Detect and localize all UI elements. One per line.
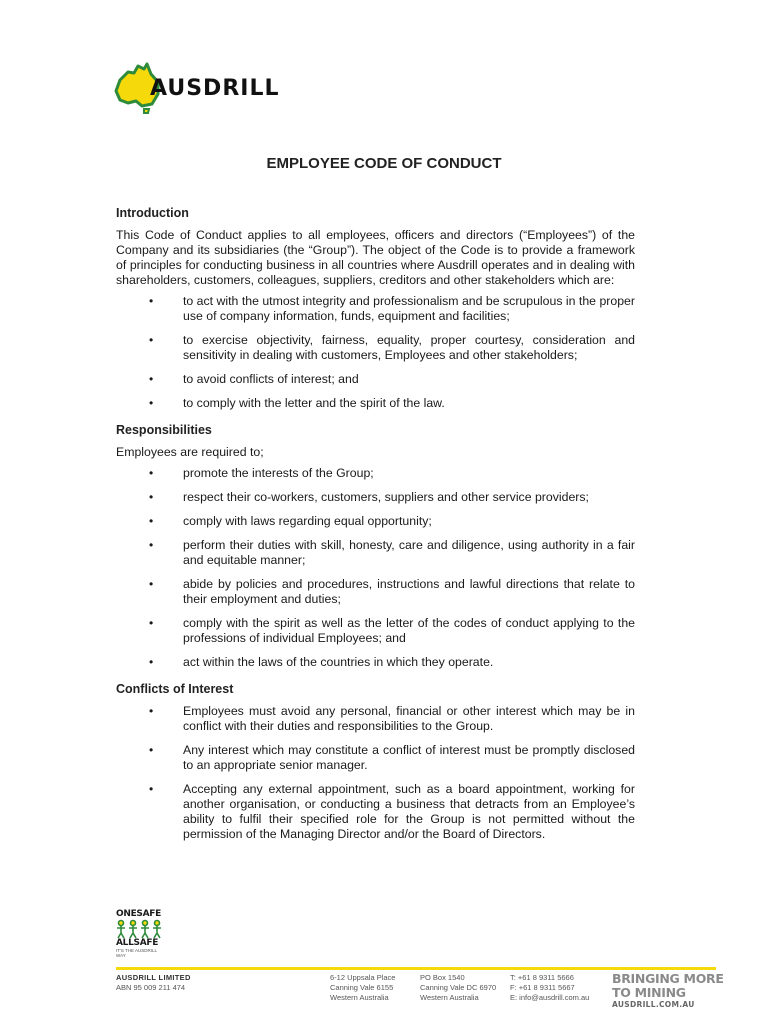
section-heading: Conflicts of Interest: [116, 682, 234, 696]
list-item: • to act with the utmost integrity and professionalism and be scrupulous in the proper use of company information, funds, equipment and facilities;: [116, 294, 635, 324]
list-item: • to avoid conflicts of interest; and: [116, 372, 635, 387]
list-item: • perform their duties with skill, honesty, care and diligence, using authority in a fair and equitable manner;: [116, 538, 635, 568]
list-item: • Accepting any external appointment, such as a board appointment, working for another organisation, or conducting a business that detracts from an Employee’s ability to fulfil their specified role for the Group is not permitted without the permission of the Managing Director and/or the Board of Directors.: [116, 782, 635, 842]
document-title: EMPLOYEE CODE OF CONDUCT: [266, 155, 502, 172]
conflicts-section: [116, 682, 635, 842]
tagline-line1: BRINGING MORE: [612, 971, 724, 986]
safety-logo-line2: ALLSAFE: [116, 938, 159, 948]
list-item: • promote the interests of the Group;: [116, 466, 635, 481]
address-line: Western Australia: [330, 993, 389, 1002]
list-item: • Any interest which may constitute a conflict of interest must be promptly disclosed to an appropriate senior manager.: [116, 743, 635, 773]
list-item: • respect their co-workers, customers, suppliers and other service providers;: [116, 490, 635, 505]
contact-email: E: info@ausdrill.com.au: [510, 993, 590, 1002]
list-item: • abide by policies and procedures, instructions and lawful directions that relate to their employment and duties;: [116, 577, 635, 607]
company-abn: ABN 95 009 211 474: [116, 983, 186, 992]
address-line: Western Australia: [420, 993, 479, 1002]
footer-divider: [116, 967, 716, 970]
conflicts-list: [116, 704, 635, 842]
onesafe-allsafe-logo: [116, 910, 166, 962]
footer-postal-address: [420, 973, 496, 1003]
list-item: • Employees must avoid any personal, financial or other interest which may be in conflict with their duties and responsibilities to the Group.: [116, 704, 635, 734]
responsibilities-list: [116, 466, 635, 670]
tagline-line2: TO MINING: [612, 985, 686, 1000]
section-heading: Responsibilities: [116, 423, 212, 437]
footer-tagline: [612, 972, 724, 1010]
document-body: [116, 206, 635, 851]
company-name: AUSDRILL LIMITED: [116, 973, 191, 982]
responsibilities-paragraph: Employees are required to;: [116, 445, 264, 459]
address-line: Canning Vale 6155: [330, 983, 394, 992]
list-item: • to exercise objectivity, fairness, equality, proper courtesy, consideration and sensitivity in dealing with customers, Employees and other stakeholders;: [116, 333, 635, 363]
introduction-paragraph: This Code of Conduct applies to all employees, officers and directors (“Employees”) of the Company and its subsidiaries (the “Group”). The object of the Code is to provide a framework of principles for conducting business in all countries where Ausdrill operates and in dealing with shareholders, customers, colleagues, suppliers, creditors and other stakeholders which are:: [116, 228, 635, 287]
website-url: AUSDRILL.COM.AU: [612, 1000, 695, 1009]
introduction-section: [116, 206, 635, 411]
footer-company: [116, 973, 191, 993]
safety-logo-line1: ONESAFE: [116, 909, 161, 919]
list-item: • act within the laws of the countries in which they operate.: [116, 655, 635, 670]
address-line: PO Box 1540: [420, 973, 465, 982]
safety-logo-tagline: IT'S THE AUSDRILL WAY: [116, 948, 157, 958]
contact-fax: F: +61 8 9311 5667: [510, 983, 575, 992]
ausdrill-logo: [114, 60, 284, 116]
list-item: • comply with the spirit as well as the letter of the codes of conduct applying to the professions of individual Employees; and: [116, 616, 635, 646]
contact-phone: T: +61 8 9311 5666: [510, 973, 574, 982]
list-item: • to comply with the letter and the spirit of the law.: [116, 396, 635, 411]
address-line: Canning Vale DC 6970: [420, 983, 497, 992]
section-heading: Introduction: [116, 206, 189, 220]
introduction-list: [116, 294, 635, 411]
list-item: • comply with laws regarding equal opportunity;: [116, 514, 635, 529]
footer-street-address: [330, 973, 395, 1003]
logo-wordmark: AUSDRILL: [150, 76, 280, 101]
responsibilities-section: [116, 423, 635, 670]
address-line: 6-12 Uppsala Place: [330, 973, 396, 982]
footer-contact: [510, 973, 589, 1003]
safety-figures-icon: [116, 919, 166, 939]
